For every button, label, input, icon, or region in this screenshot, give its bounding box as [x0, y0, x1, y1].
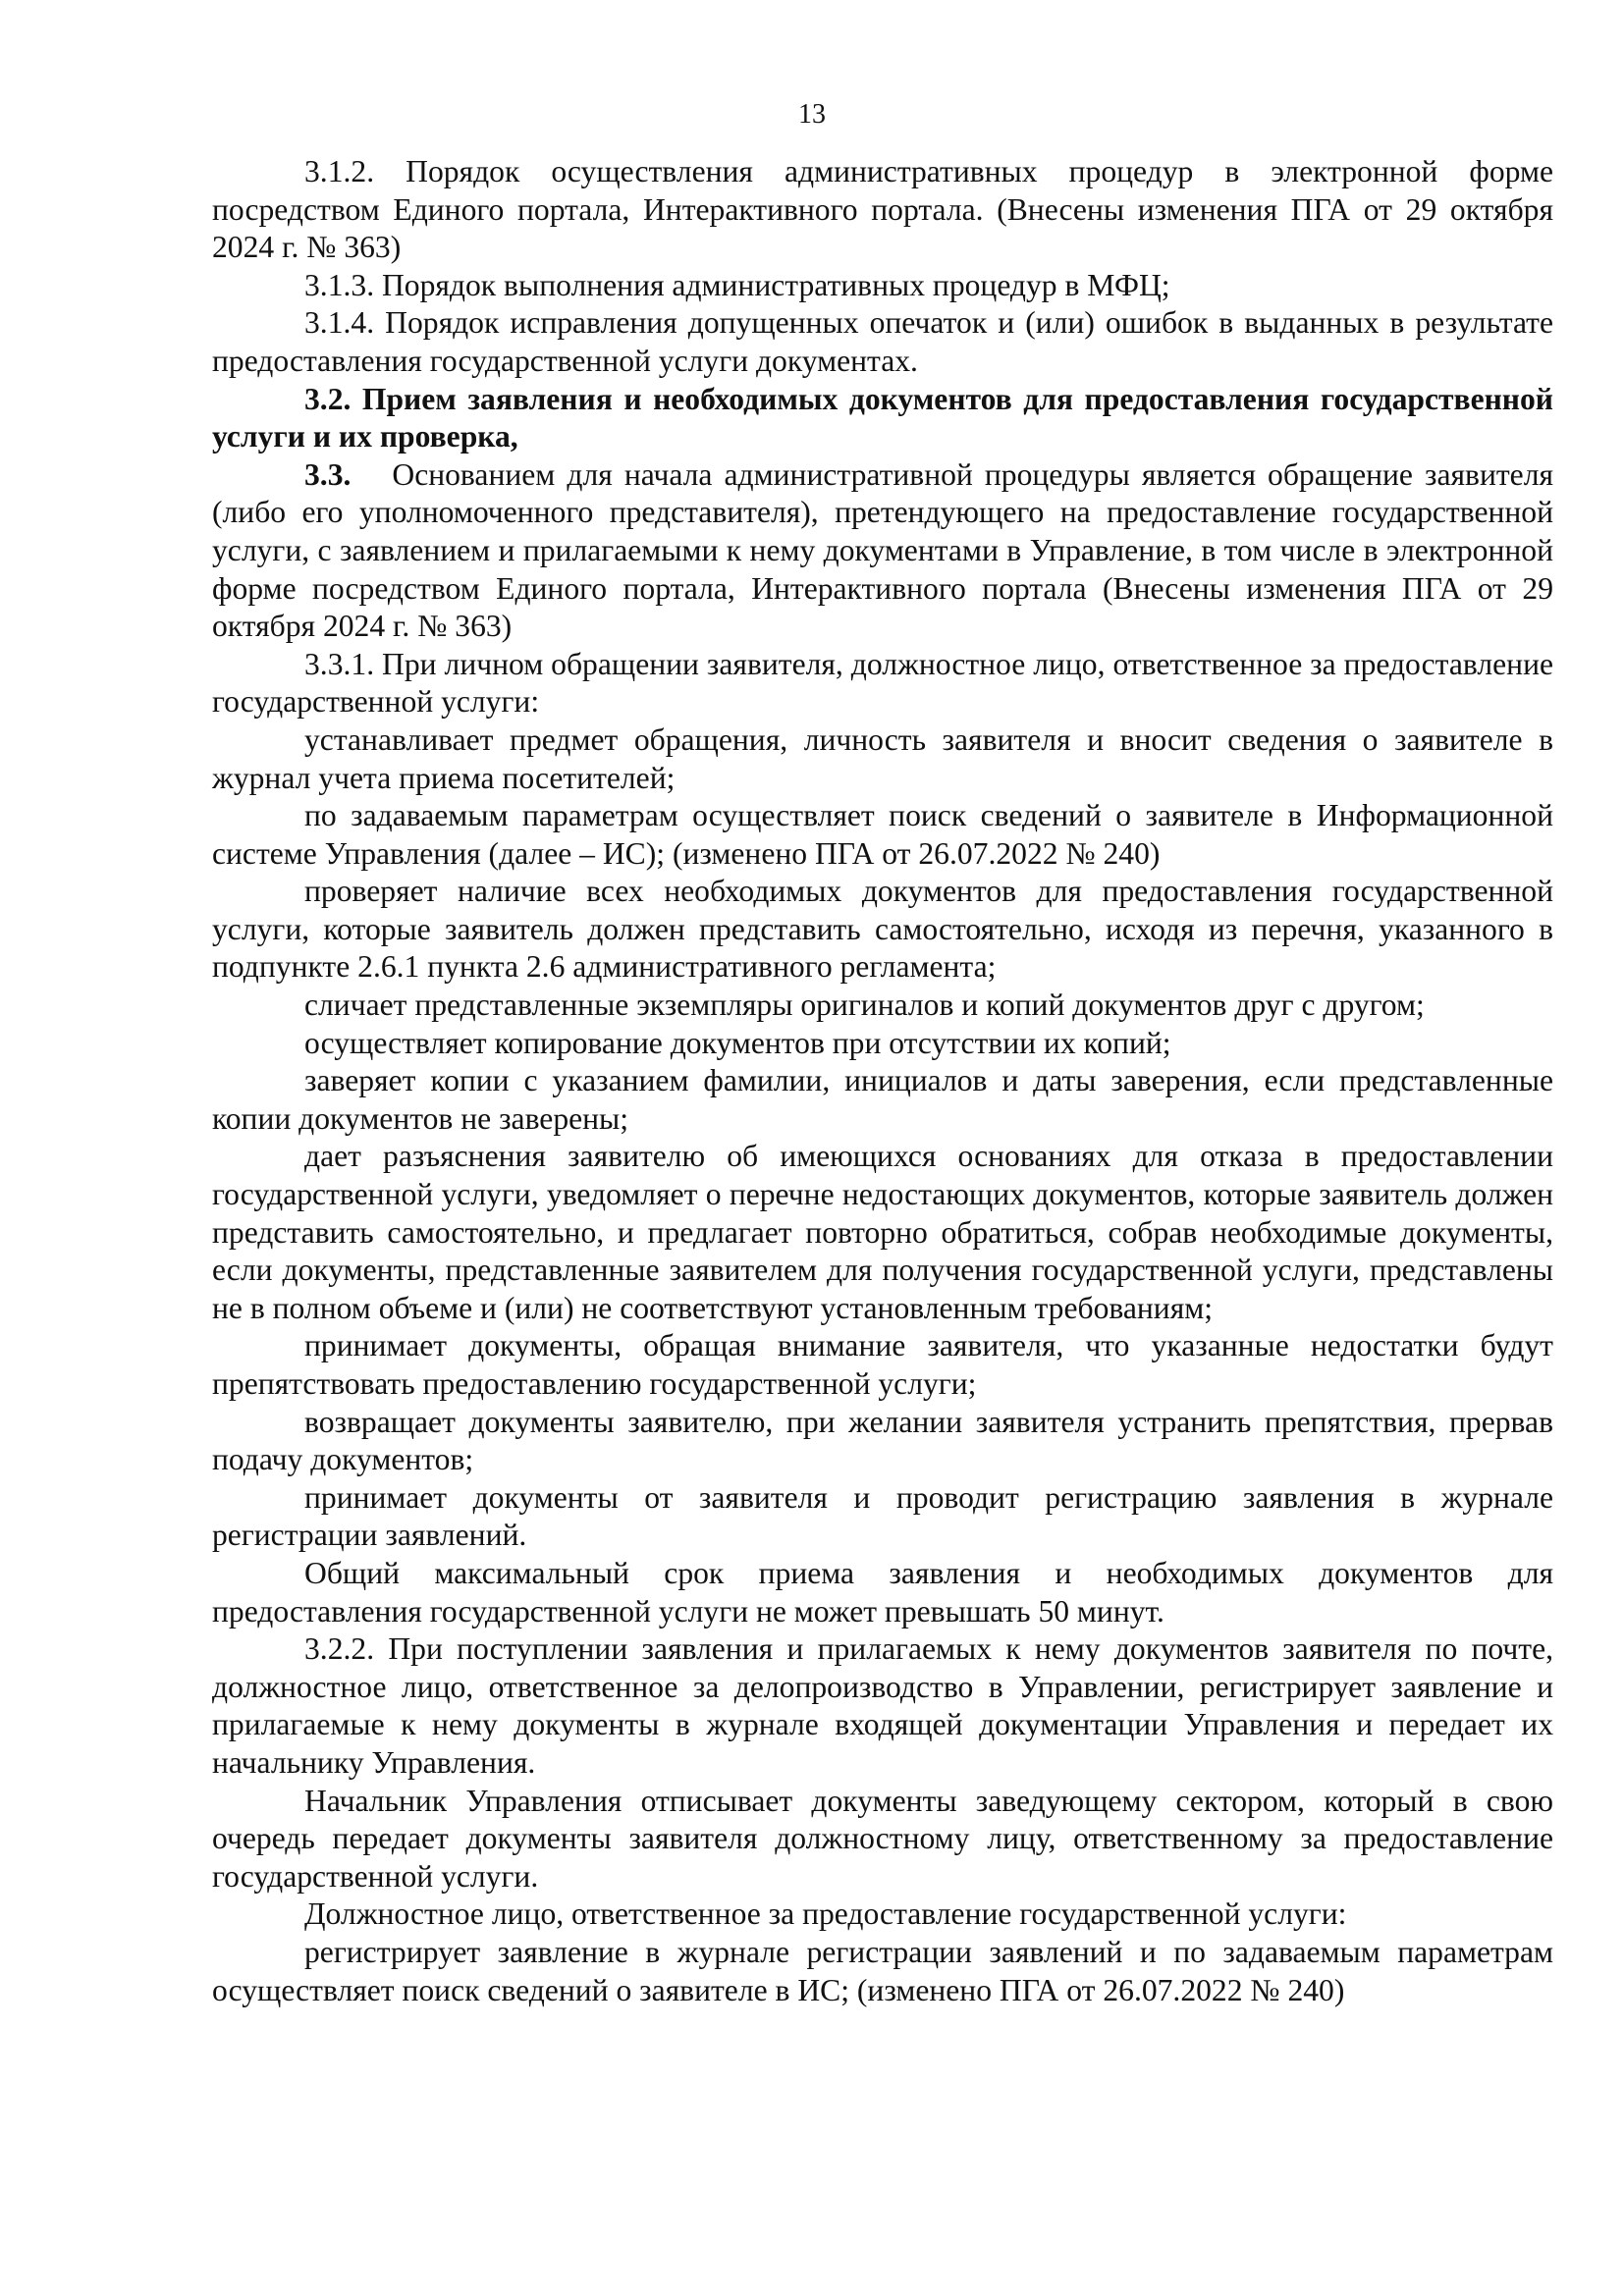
- list-item: дает разъяснения заявителю об имеющихся основаниях для отказа в предоставлении государственной услуги, уведомляет о перечне недостающих документов, которые заявитель должен представить самостоятельно, и предлагает повторно обратиться, собрав необходимые документы, если документы, представленные заявителем для получения государственной услуги, представлены не в полном объеме и (или) не соответствуют установленным требованиям;: [212, 1139, 1553, 1325]
- paragraph-3-3-text: Основанием для начала административной процедуры является обращение заявителя (либо его уполномоченного представителя), претендующего на предоставление государственной услуги, с заявлением и прилагаемыми к нему документами в Управление, в том числе в электронной форме посредством Единого портала, Интерактивного портала (Внесены изменения ПГА от 29 октября 2024 г. № 363): [212, 456, 1553, 644]
- paragraph-3-3-1: 3.3.1. При личном обращении заявителя, должностное лицо, ответственное за предоставление государственной услуги:: [212, 646, 1553, 720]
- paragraph-responsible-official: Должностное лицо, ответственное за предоставление государственной услуги:: [304, 1896, 1347, 1932]
- paragraph-3-1-3: 3.1.3. Порядок выполнения административных процедур в МФЦ;: [304, 267, 1170, 302]
- list-item: проверяет наличие всех необходимых документов для предоставления государственной услуги, которые заявитель должен представить самостоятельно, исходя из перечня, указанного в подпункте 2.6.1 пункта 2.6 административного регламента;: [212, 874, 1553, 985]
- paragraph-3-3: [212, 456, 1553, 646]
- paragraph-3-1-4: 3.1.4. Порядок исправления допущенных опечаток и (или) ошибок в выданных в результате предоставления государственной услуги документах.: [212, 305, 1553, 378]
- paragraph-time-limit: Общий максимальный срок приема заявления и необходимых документов для предоставления государственной услуги не может превышать 50 минут.: [212, 1555, 1553, 1629]
- document-body: [212, 153, 1553, 2009]
- paragraph-head-assignment: Начальник Управления отписывает документы заведующему сектором, который в свою очередь передает документы заявителя должностному лицу, ответственному за предоставление государственной услуги.: [212, 1783, 1553, 1894]
- paragraph-3-1-2: 3.1.2. Порядок осуществления административных процедур в электронной форме посредством Единого портала, Интерактивного портала. (Внесены изменения ПГА от 29 октября 2024 г. № 363): [212, 154, 1553, 265]
- list-item: осуществляет копирование документов при отсутствии их копий;: [304, 1025, 1171, 1060]
- paragraph-3-3-number: 3.3.: [304, 456, 352, 492]
- page-number: 13: [798, 99, 826, 130]
- list-item: возвращает документы заявителю, при желании заявителя устранить препятствия, прервав подачу документов;: [212, 1404, 1553, 1477]
- paragraph-3-2-2: 3.2.2. При поступлении заявления и прилагаемых к нему документов заявителя по почте, должностное лицо, ответственное за делопроизводство в Управлении, регистрирует заявление и прилагаемые к нему документы в журнале входящей документации Управления и передает их начальнику Управления.: [212, 1631, 1553, 1780]
- list-item: по задаваемым параметрам осуществляет поиск сведений о заявителе в Информационной системе Управления (далее – ИС); (изменено ПГА от 26.07.2022 № 240): [212, 798, 1553, 871]
- section-heading-3-2: 3.2. Прием заявления и необходимых документов для предоставления государственной услуги и их проверка,: [212, 381, 1553, 454]
- list-item: заверяет копии с указанием фамилии, инициалов и даты заверения, если представленные копии документов не заверены;: [212, 1063, 1553, 1136]
- list-item: принимает документы от заявителя и проводит регистрацию заявления в журнале регистрации заявлений.: [212, 1479, 1553, 1553]
- list-item: принимает документы, обращая внимание заявителя, что указанные недостатки будут препятствовать предоставлению государственной услуги;: [212, 1328, 1553, 1401]
- list-item: сличает представленные экземпляры оригиналов и копий документов друг с другом;: [304, 988, 1425, 1023]
- list-item: устанавливает предмет обращения, личность заявителя и вносит сведения о заявителе в журнал учета приема посетителей;: [212, 721, 1553, 795]
- list-item: регистрирует заявление в журнале регистрации заявлений и по задаваемым параметрам осуществляет поиск сведений о заявителе в ИС; (изменено ПГА от 26.07.2022 № 240): [212, 1934, 1553, 2007]
